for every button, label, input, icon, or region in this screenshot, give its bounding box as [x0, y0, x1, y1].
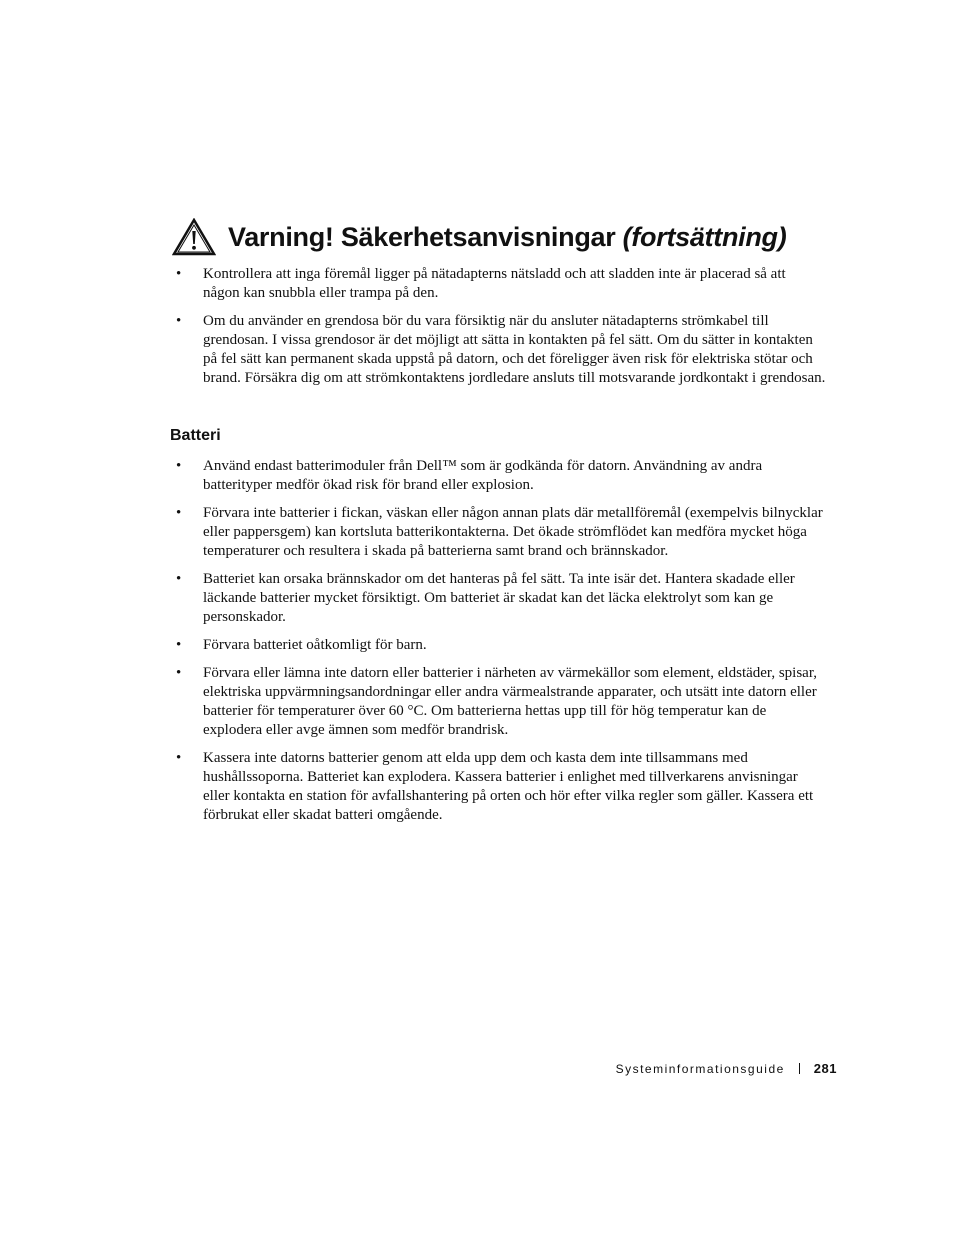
- list-item: [176, 312, 826, 388]
- bullet-dot: •: [176, 750, 182, 766]
- list-item: [176, 457, 826, 495]
- list-item-text: Kassera inte datorns batterier genom att elda upp dem och kasta dem inte tillsammans med hushållssoporna. Batteriet kan explodera. Kassera batterier i enlighet med tillverkarens anvisningar eller kontakta en station för avfallshantering på orten och hör efter vilka regler som gäller. Kassera ett förbrukat eller skadat batteri omgående.: [203, 750, 814, 823]
- heading-title: [228, 222, 786, 253]
- list-item: [176, 570, 826, 627]
- bullet-list-power: [176, 265, 826, 397]
- list-item-text: Förvara inte batterier i fickan, väskan eller någon annan plats där metallföremål (exempelvis bilnycklar eller pappersgem) kan kortsluta batterikontakterna. Det ökade strömflödet kan medföra mycket höga temperaturer och resultera i skada på batterierna samt brand och brännskador.: [203, 505, 823, 559]
- heading-title-main: Varning! Säkerhetsanvisningar: [228, 221, 616, 252]
- list-item-text: Batteriet kan orsaka brännskador om det hanteras på fel sätt. Ta inte isär det. Hantera skadade eller läckande batterier mycket försiktigt. Om batteriet är skadat kan det läcka elektrolyt som kan ge personskador.: [203, 571, 795, 625]
- bullet-dot: •: [176, 505, 182, 521]
- list-item: [176, 504, 826, 561]
- bullet-dot: •: [176, 571, 182, 587]
- page-number: 281: [813, 1061, 837, 1076]
- list-item: [176, 749, 826, 825]
- heading-subtitle: (fortsättning): [622, 221, 787, 252]
- bullet-dot: •: [176, 458, 182, 474]
- bullet-dot: •: [176, 266, 182, 282]
- bullet-dot: •: [176, 665, 182, 681]
- list-item-text: Använd endast batterimoduler från Dell™ som är godkända för datorn. Användning av andra batterityper medför ökad risk för brand eller explosion.: [203, 458, 763, 493]
- bullet-dot: •: [176, 313, 182, 329]
- section-heading-batteri: Batteri: [170, 427, 221, 444]
- footer-separator: [799, 1063, 800, 1074]
- list-item: [176, 664, 826, 740]
- page-heading: [172, 218, 786, 256]
- list-item: [176, 636, 826, 655]
- bullet-dot: •: [176, 637, 182, 653]
- list-item: [176, 265, 826, 303]
- footer-guide-title: Systeminformationsguide: [615, 1061, 785, 1076]
- bullet-list-battery: [176, 457, 826, 834]
- list-item-text: Kontrollera att inga föremål ligger på nätadapterns nätsladd och att sladden inte är placerad så att någon kan snubbla eller trampa på den.: [203, 266, 786, 301]
- page-footer: [616, 1061, 837, 1076]
- list-item-text: Förvara eller lämna inte datorn eller batterier i närheten av värmekällor som element, eldstäder, spisar, elektriska uppvärmningsandordningar eller andra värmealstrande apparater, och utsätt inte datorn eller batterier för temperaturer över 60 °C. Om batterierna hettas upp till för hög temperatur kan de explodera eller avge ämnen som medför brandrisk.: [203, 665, 817, 738]
- warning-triangle-icon: [172, 218, 216, 256]
- list-item-text: Förvara batteriet oåtkomligt för barn.: [203, 637, 427, 653]
- list-item-text: Om du använder en grendosa bör du vara försiktig när du ansluter nätadapterns strömkabel till grendosan. I vissa grendosor är det möjligt att sätta in kontakten på fel sätt. Om du sätter in kontakten på fel sätt kan permanent skada uppstå på datorn, och det föreligger även risk för elektriska stötar och brand. Försäkra dig om att strömkontaktens jordledare ansluts till motsvarande jordkontakt i grendosan.: [203, 313, 826, 386]
